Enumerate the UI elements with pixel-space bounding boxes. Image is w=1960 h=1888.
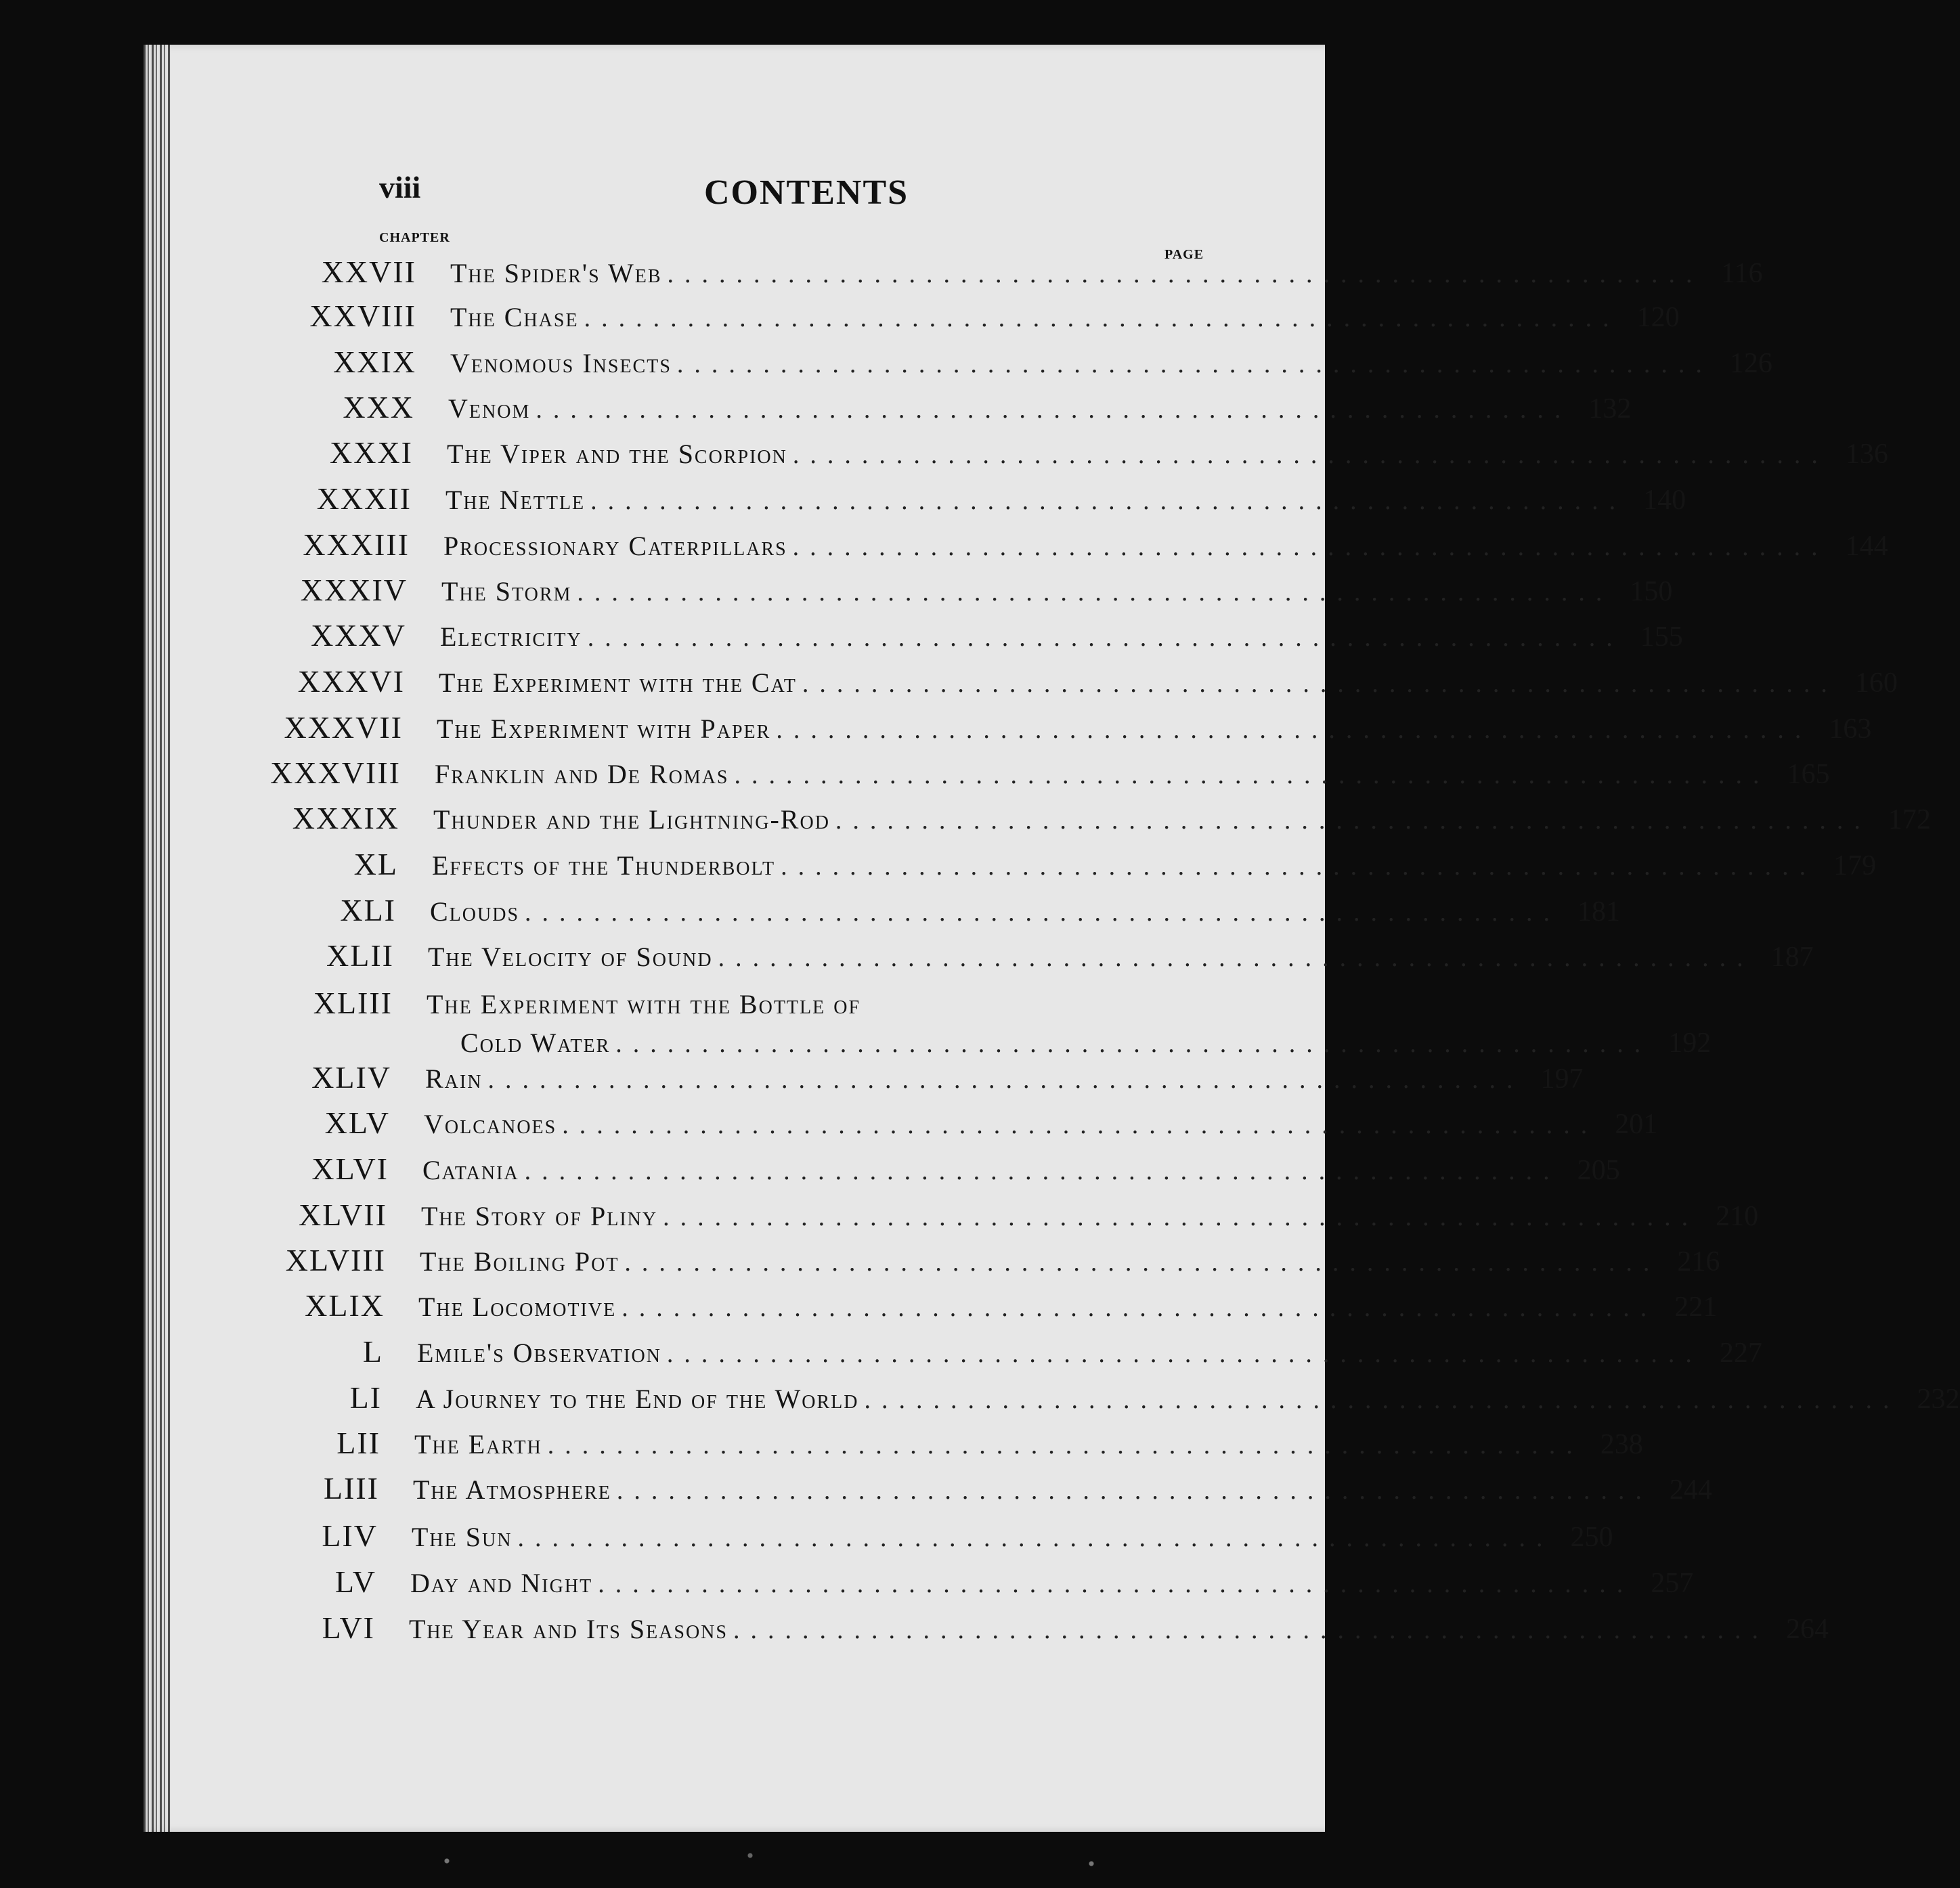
chapter-title: The Earth — [414, 1429, 542, 1459]
page-number: 205 — [1577, 1155, 1620, 1186]
page-folio: viii — [379, 170, 421, 204]
chapter-number: XXXI — [330, 435, 413, 470]
chapter-number: XXVIII — [309, 299, 416, 333]
page-number: 197 — [1540, 1063, 1584, 1095]
chapter-number: XLI — [340, 893, 396, 927]
page-number: 192 — [1668, 1028, 1712, 1059]
chapter-number: XLVI — [311, 1151, 389, 1186]
leader-dots: ............................................................ — [577, 578, 1613, 607]
toc-entry — [202, 1610, 1829, 1652]
leader-dots: ............................................................ — [487, 1066, 1524, 1094]
leader-dots: ............................................................ — [676, 350, 1713, 378]
leader-dots: ............................................................ — [734, 761, 1770, 789]
page-number: 216 — [1677, 1246, 1720, 1277]
chapter-title: The Experiment with Paper — [437, 714, 771, 744]
page-number: 132 — [1588, 393, 1632, 424]
toc-entry — [244, 298, 1680, 340]
page-number: 250 — [1570, 1522, 1613, 1553]
page-number: 232 — [1917, 1384, 1960, 1415]
chapter-number: XXVII — [321, 255, 416, 289]
toc-entry — [244, 254, 1763, 296]
page-title: CONTENTS — [704, 173, 909, 212]
page-number: 264 — [1785, 1614, 1829, 1645]
toc-entry — [208, 1425, 1643, 1467]
leader-dots: ............................................................ — [624, 1248, 1661, 1277]
leader-dots: ............................................................ — [524, 1157, 1561, 1185]
chapter-title: The Viper and the Scorpion — [447, 439, 787, 469]
toc-entry — [242, 389, 1632, 431]
leader-dots: ............................................................ — [792, 441, 1829, 469]
leader-dots: ............................................................ — [864, 1386, 1900, 1414]
toc-entry — [211, 1334, 1762, 1376]
leader-dots: ............................................................ — [733, 1616, 1769, 1644]
toc-entry — [240, 435, 1888, 477]
toc-entry — [206, 1470, 1712, 1512]
chapter-title: Clouds — [430, 896, 520, 927]
chapter-title-continuation: Cold Water — [460, 1028, 611, 1058]
chapter-title: Emile's Observation — [417, 1338, 661, 1368]
page-number: 160 — [1854, 667, 1898, 699]
chapter-number: XLIV — [311, 1060, 391, 1095]
leader-dots: ............................................................ — [776, 716, 1812, 744]
page-number: 155 — [1640, 621, 1683, 653]
toc-entry — [216, 1151, 1620, 1193]
leader-dots: ............................................................ — [590, 487, 1627, 515]
page-number: 179 — [1833, 850, 1877, 881]
chapter-number: LV — [334, 1564, 376, 1599]
page-column-header: PAGE — [1164, 247, 1204, 262]
leader-dots: ............................................................ — [536, 395, 1572, 424]
chapter-title: Thunder and the Lightning-Rod — [433, 804, 830, 835]
chapter-title: Venom — [448, 393, 531, 424]
chapter-number: XLVII — [299, 1198, 387, 1232]
chapter-number: LIV — [322, 1518, 378, 1553]
chapter-title: The Locomotive — [418, 1292, 617, 1322]
page-number: 244 — [1669, 1474, 1712, 1506]
page-number: 116 — [1721, 258, 1763, 289]
chapter-number: XL — [353, 847, 398, 881]
chapter-number: LII — [336, 1426, 380, 1460]
toc-entry — [223, 892, 1621, 934]
chapter-title: Processionary Caterpillars — [443, 531, 787, 561]
chapter-number: XXX — [343, 390, 414, 424]
page-number: 238 — [1600, 1429, 1643, 1460]
chapter-title: Venomous Insects — [450, 348, 672, 378]
toc-entry — [220, 985, 1219, 1027]
toc-entry — [219, 1059, 1584, 1101]
toc-entry — [221, 938, 1814, 980]
chapter-title: Effects of the Thunderbolt — [432, 850, 776, 881]
chapter-number: XXXVI — [297, 664, 405, 699]
chapter-title: The Story of Pliny — [421, 1201, 658, 1231]
chapter-number: XXXIV — [300, 573, 408, 607]
leader-dots: ............................................................ — [666, 1340, 1703, 1368]
chapter-title: The Experiment with the Cat — [439, 667, 797, 698]
leader-dots: ............................................................ — [525, 898, 1561, 927]
chapter-title: The Sun — [412, 1522, 513, 1552]
leader-dots: ............................................................ — [517, 1524, 1554, 1552]
chapter-number: L — [362, 1334, 383, 1369]
page-number: 136 — [1845, 439, 1888, 470]
page-number: 144 — [1845, 531, 1888, 562]
leader-dots: ............................................................ — [835, 806, 1871, 835]
chapter-title: Volcanoes — [424, 1109, 557, 1139]
chapter-number: LIII — [323, 1471, 379, 1506]
chapter-title: The Spider's Web — [450, 258, 662, 288]
toc-entry — [225, 846, 1877, 888]
leader-dots: ............................................................ — [781, 852, 1817, 881]
leader-dots: ............................................................ — [663, 1203, 1699, 1231]
chapter-title: The Experiment with the Bottle of — [427, 989, 861, 1019]
toc-entry — [237, 527, 1888, 569]
page-number: 126 — [1729, 348, 1772, 379]
chapter-title: Day and Night — [410, 1568, 593, 1598]
chapter-number: XXXIX — [292, 801, 399, 835]
chapter-number: XXXII — [316, 481, 412, 516]
page-number: 163 — [1829, 714, 1872, 745]
chapter-number: LVI — [322, 1610, 375, 1645]
leader-dots: ............................................................ — [547, 1431, 1584, 1459]
chapter-title: Franklin and De Romas — [435, 759, 729, 789]
toc-entry — [227, 800, 1931, 842]
chapter-number: XLIX — [305, 1288, 385, 1323]
toc-entry — [232, 663, 1898, 705]
toc-entry — [239, 481, 1686, 523]
page-number: 210 — [1716, 1201, 1759, 1232]
page-number: 140 — [1643, 485, 1686, 516]
chapter-title: The Atmosphere — [413, 1474, 611, 1505]
chapter-number: XXXV — [311, 618, 406, 653]
toc-entry — [234, 617, 1683, 659]
leader-dots: ............................................................ — [598, 1570, 1634, 1598]
chapter-title: Catania — [422, 1155, 519, 1185]
chapter-title: Rain — [425, 1063, 483, 1094]
leader-dots: ............................................................ — [562, 1111, 1598, 1139]
chapter-title: Electricity — [440, 621, 582, 652]
chapter-column-header: CHAPTER — [379, 230, 450, 245]
scan-specks — [352, 1847, 1300, 1874]
leader-dots: ............................................................ — [584, 304, 1620, 332]
toc-entry — [228, 755, 1830, 797]
toc-entry — [213, 1242, 1720, 1284]
leader-dots: ............................................................ — [587, 623, 1624, 652]
toc-entry — [205, 1518, 1613, 1560]
page-number: 187 — [1770, 942, 1814, 973]
page-number: 201 — [1615, 1109, 1658, 1140]
toc-entry — [215, 1197, 1759, 1239]
leader-dots: ............................................................ — [802, 669, 1838, 698]
chapter-title: The Storm — [441, 576, 572, 607]
chapter-title: The Year and Its Seasons — [409, 1614, 728, 1644]
toc-entry — [209, 1380, 1960, 1422]
page-number: 165 — [1787, 759, 1830, 790]
leader-dots: ............................................................ — [622, 1294, 1658, 1322]
leader-dots: ............................................................ — [792, 533, 1829, 561]
chapter-number: LI — [349, 1380, 382, 1415]
chapter-number: XXXVIII — [270, 755, 401, 790]
chapter-title: The Nettle — [445, 485, 586, 515]
chapter-number: XLIII — [313, 986, 393, 1020]
page-number: 221 — [1674, 1292, 1718, 1323]
leader-dots: ............................................................ — [616, 1476, 1653, 1505]
leader-dots: ............................................................ — [718, 944, 1754, 972]
toc-entry — [212, 1288, 1718, 1330]
page-number: 181 — [1577, 896, 1621, 927]
leader-dots: ............................................................ — [667, 260, 1703, 288]
toc-entry — [230, 709, 1872, 751]
chapter-number: XLV — [324, 1105, 390, 1140]
toc-entry — [244, 344, 1772, 386]
chapter-number: XLII — [326, 938, 394, 973]
chapter-title: The Velocity of Sound — [428, 942, 713, 972]
page-number: 257 — [1651, 1568, 1694, 1599]
chapter-title: The Chase — [450, 302, 579, 332]
page-number: 172 — [1888, 804, 1931, 835]
toc-entry — [204, 1564, 1694, 1606]
page-number: 120 — [1636, 302, 1680, 333]
toc-entry — [235, 572, 1673, 614]
chapter-number: XXXIII — [303, 527, 410, 562]
chapter-title: The Boiling Pot — [420, 1246, 619, 1277]
chapter-number: XXXVII — [284, 710, 403, 745]
page-number: 150 — [1630, 576, 1673, 607]
chapter-title: A Journey to the End of the World — [416, 1384, 859, 1414]
chapter-number: XLVIII — [285, 1243, 386, 1277]
chapter-number: XXIX — [333, 345, 416, 379]
page-number: 227 — [1719, 1338, 1762, 1369]
toc-entry — [217, 1105, 1658, 1147]
leader-dots: ............................................................ — [615, 1030, 1652, 1058]
